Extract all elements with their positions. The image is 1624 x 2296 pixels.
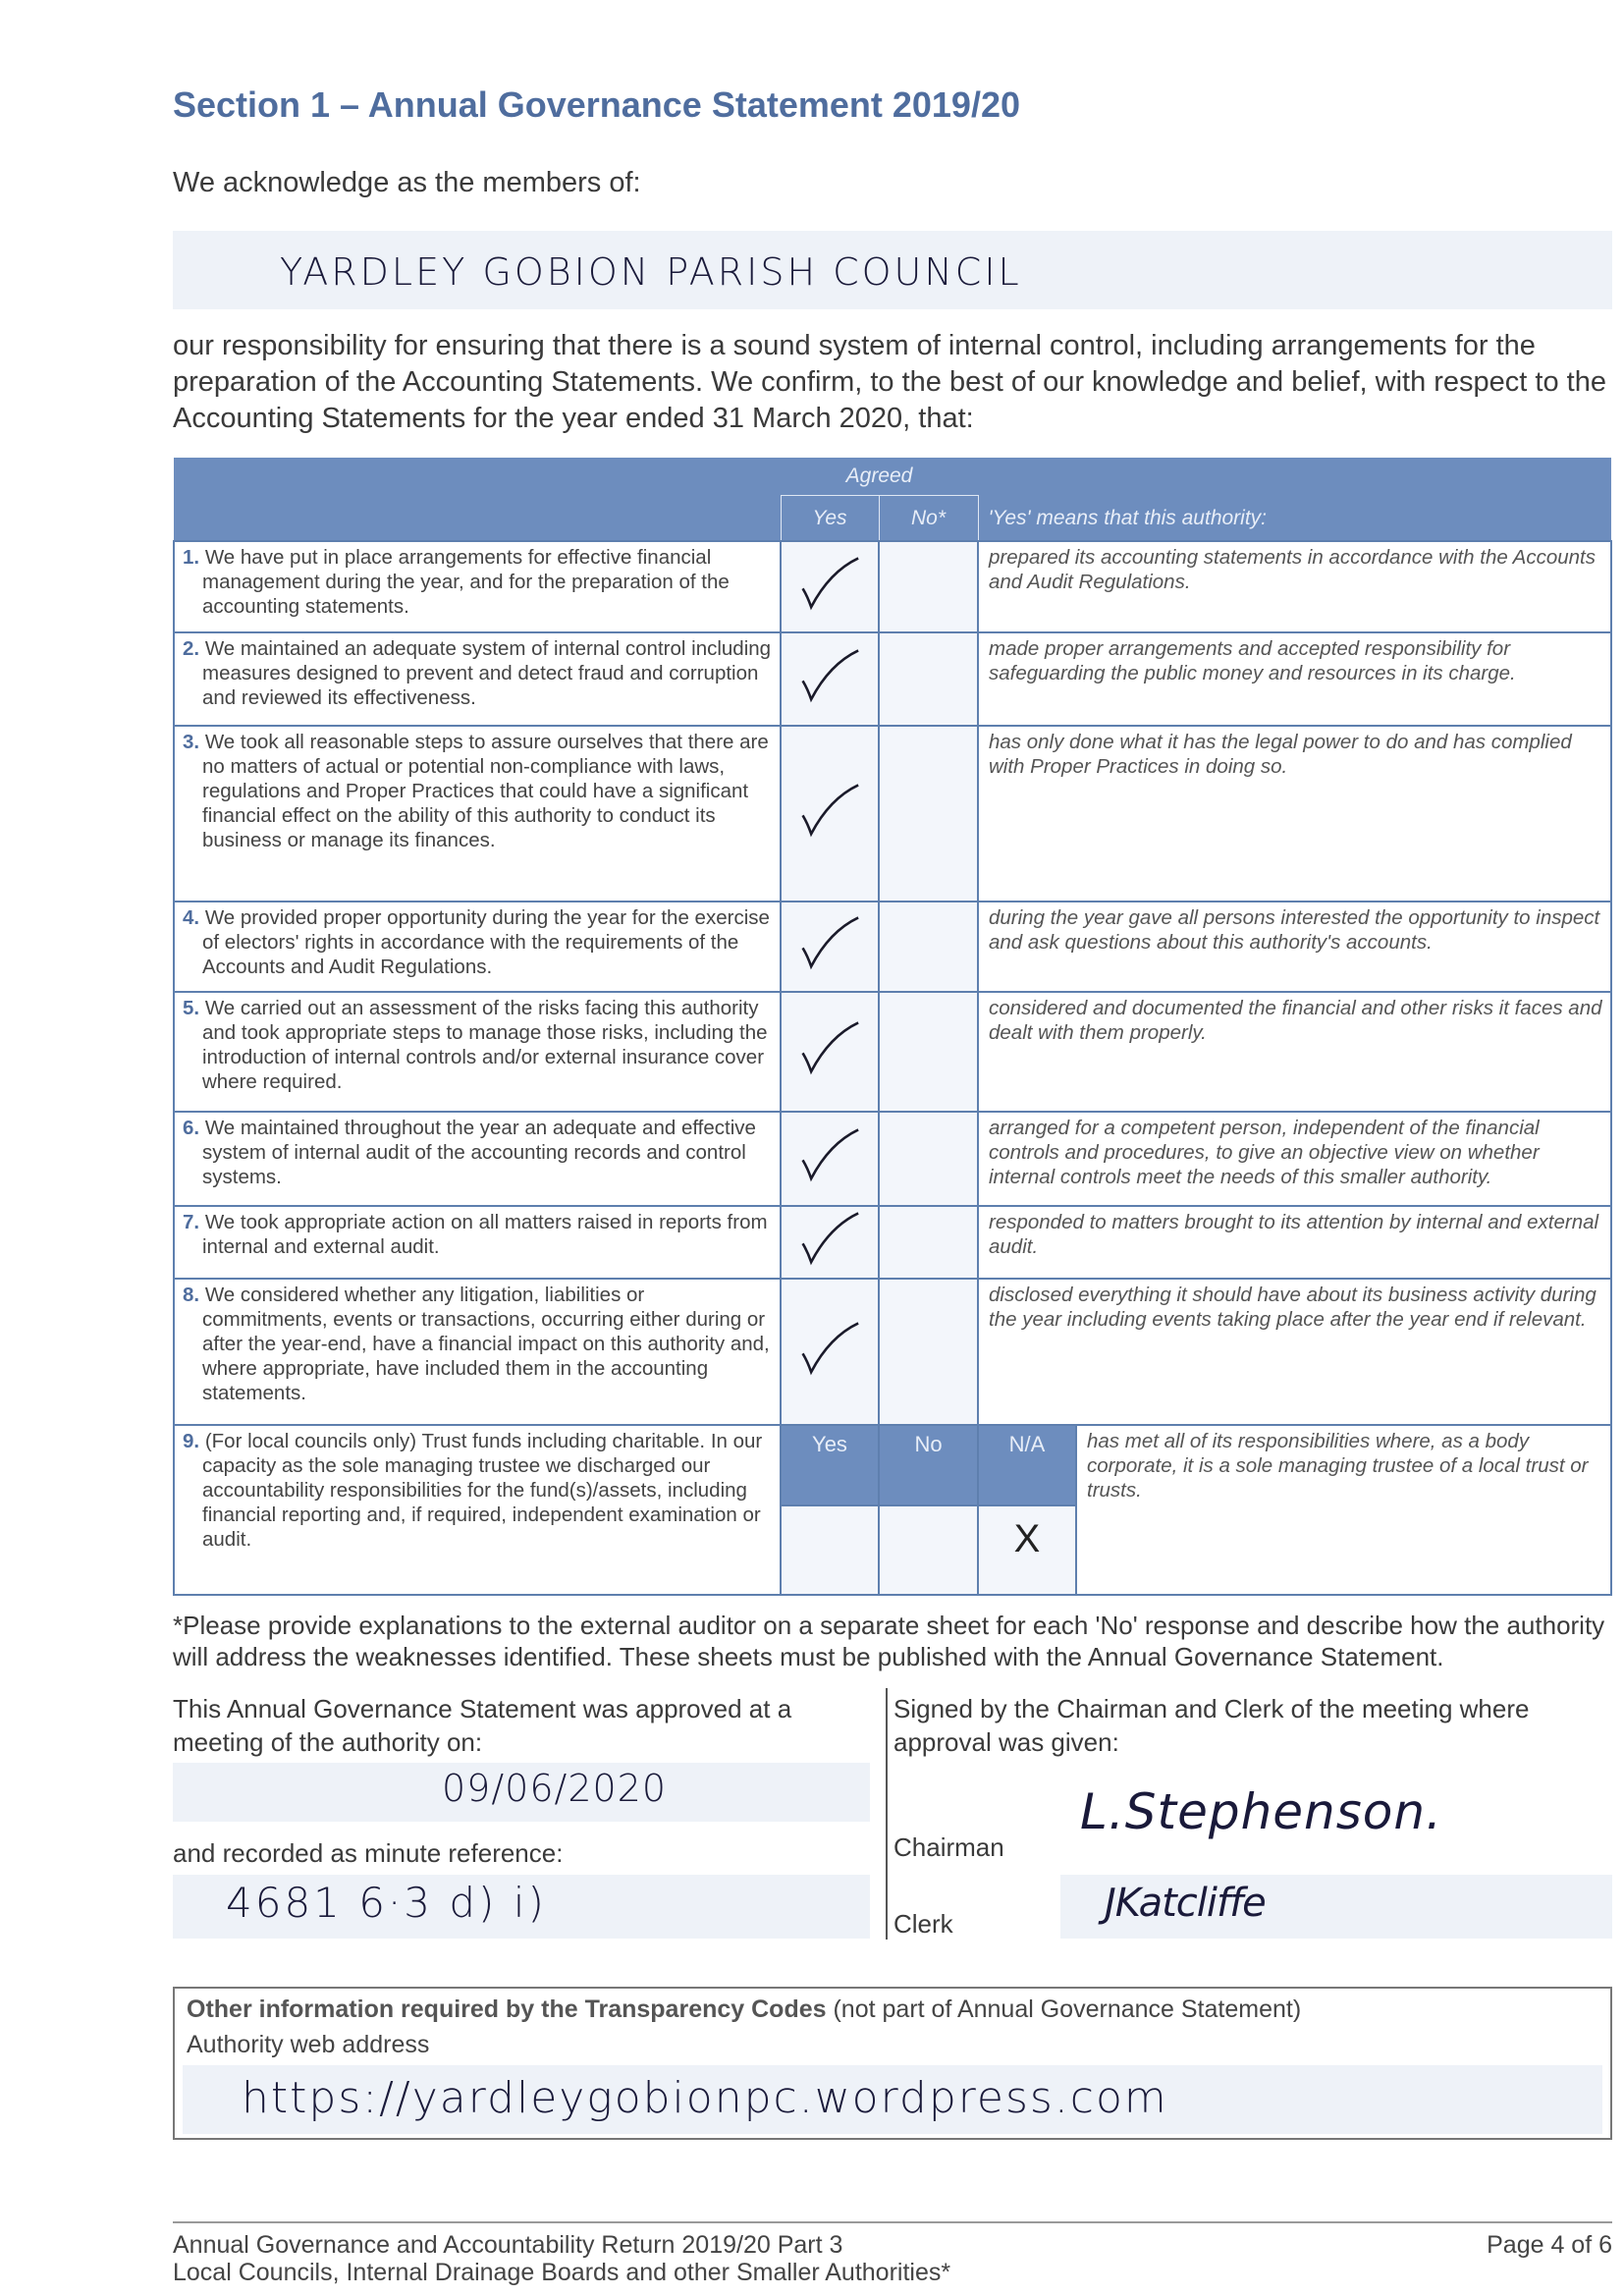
statement-text: We took appropriate action on all matters raised in reports from internal and external audit.: [202, 1211, 768, 1258]
no-checkbox[interactable]: [879, 1112, 978, 1206]
transparency-note: (not part of Annual Governance Statement): [833, 1995, 1302, 2023]
checkmark-icon: [790, 1126, 869, 1185]
table-row: 6. We maintained throughout the year an adequate and effective system of internal audit of the accounting records and control systems. arranged for a competent person, independent of the financial controls and procedures, to give an objective view on whether internal controls meet the needs of this smaller authority.: [174, 1112, 1611, 1206]
footer-line1: Annual Governance and Accountability Return 2019/20 Part 3: [173, 2231, 843, 2259]
page-title: Section 1 – Annual Governance Statement 2019/20: [173, 84, 1020, 125]
row9-description: has met all of its responsibilities where, as a body corporate, it is a sole managing trustee of a local trust or trusts.: [1076, 1425, 1611, 1595]
no-checkbox[interactable]: [879, 992, 978, 1112]
page-number: Page 4 of 6: [1487, 2231, 1612, 2259]
row-description: during the year gave all persons interested the opportunity to inspect and ask questions about this authority's accounts.: [978, 902, 1611, 992]
row-description: has only done what it has the legal power to do and has complied with Proper Practices in doing so.: [978, 726, 1611, 902]
yes-checkbox[interactable]: [781, 1206, 879, 1279]
no-header: No*: [879, 495, 978, 541]
footer-line2: Local Councils, Internal Drainage Boards and other Smaller Authorities*: [173, 2259, 951, 2286]
checkmark-icon: [790, 555, 869, 614]
checkmark-icon: [790, 1320, 869, 1379]
statement-text: (For local councils only) Trust funds including charitable. In our capacity as the sole managing trustee we discharged our accountability responsibilities for the fund(s)/assets, including financial reporting and, if required, independent examination or audit.: [202, 1430, 763, 1551]
checkmark-icon: [790, 914, 869, 973]
table-row-9: 9. (For local councils only) Trust funds including charitable. In our capacity as the sole managing trustee we discharged our accountability responsibilities for the fund(s)/assets, including financial reporting and, if required, independent examination or audit. Yes No N/A has met all of its responsibilities where, as a body corporate, it is a sole managing trustee of a local trust or trusts.: [174, 1425, 1611, 1505]
statement-text: We took all reasonable steps to assure ourselves that there are no matters of actual or potential non-compliance with laws, regulations and Proper Practices that could have a significant financial effect on the ability of this authority to conduct its business or manage its finances.: [202, 731, 769, 851]
statement-text: We carried out an assessment of the risks facing this authority and took appropriate steps to manage those risks, including the introduction of internal controls and/or external insurance cover where required.: [202, 997, 768, 1093]
row-description: considered and documented the financial and other risks it faces and dealt with them properly.: [978, 992, 1611, 1112]
yes-header: Yes: [781, 495, 879, 541]
row9-yes-header: Yes: [781, 1425, 879, 1505]
no-checkbox[interactable]: [879, 1279, 978, 1425]
row-description: disclosed everything it should have about its business activity during the year including events taking place after the year end if relevant.: [978, 1279, 1611, 1425]
checkmark-icon: [790, 1019, 869, 1078]
signed-text: Signed by the Chairman and Clerk of the meeting where approval was given:: [893, 1694, 1530, 1757]
row-description: made proper arrangements and accepted responsibility for safeguarding the public money and resources in its charge.: [978, 632, 1611, 726]
row9-no-cell[interactable]: [879, 1505, 978, 1595]
yes-checkbox[interactable]: [781, 1279, 879, 1425]
web-address-label: Authority web address: [187, 2031, 430, 2058]
row9-na-cell[interactable]: X: [978, 1505, 1076, 1595]
table-row: 1. We have put in place arrangements for effective financial management during the year, and for the preparation of the accounting statements. prepared its accounting statements in accordance with the Accounts and Audit Regulations.: [174, 541, 1611, 632]
checkmark-icon: [790, 782, 869, 841]
governance-table: [173, 458, 1612, 1596]
table-row: 7. We took appropriate action on all matters raised in reports from internal and external audit. responded to matters brought to its attention by internal and external audit.: [174, 1206, 1611, 1279]
agreed-header: Agreed: [781, 458, 978, 495]
checkmark-icon: [790, 647, 869, 706]
no-checkbox[interactable]: [879, 1206, 978, 1279]
web-address: https://yardleygobionpc.wordpress.com: [242, 2073, 1168, 2123]
no-checkbox[interactable]: [879, 541, 978, 632]
minute-reference: 4681 6·3 d) i): [226, 1879, 547, 1927]
yes-checkbox[interactable]: [781, 726, 879, 902]
row-description: arranged for a competent person, independent of the financial controls and procedures, to give an objective view on whether internal controls meet the needs of this smaller authority.: [978, 1112, 1611, 1206]
footnote: *Please provide explanations to the external auditor on a separate sheet for each 'No' response and describe how the authority will address the weaknesses identified. These sheets must be published with the Annual Governance Statement.: [173, 1611, 1605, 1671]
chairman-signature: L.Stephenson.: [1080, 1783, 1442, 1840]
statement-text: We maintained throughout the year an adequate and effective system of internal audit of the accounting records and control systems.: [202, 1117, 756, 1188]
statement-text: We considered whether any litigation, liabilities or commitments, events or transactions, occurring either during or after the year-end, have a financial impact on this authority and, where appropriate, have included them in the accounting statements.: [202, 1284, 770, 1404]
table-row: 5. We carried out an assessment of the risks facing this authority and took appropriate steps to manage those risks, including the introduction of internal controls and/or external insurance cover where required. considered and documented the financial and other risks it faces and dealt with them properly.: [174, 992, 1611, 1112]
statement-text: We provided proper opportunity during the year for the exercise of electors' rights in accordance with the requirements of the Accounts and Audit Regulations.: [202, 906, 770, 978]
no-checkbox[interactable]: [879, 902, 978, 992]
means-header: 'Yes' means that this authority:: [978, 495, 1611, 541]
no-checkbox[interactable]: [879, 632, 978, 726]
minute-label: and recorded as minute reference:: [173, 1838, 564, 1868]
table-row: 4. We provided proper opportunity during the year for the exercise of electors' rights in accordance with the requirements of the Accounts and Audit Regulations. during the year gave all persons interested the opportunity to inspect and ask questions about this authority's accounts.: [174, 902, 1611, 992]
approval-date: 09/06/2020: [442, 1767, 668, 1810]
authority-name: YARDLEY GOBION PARISH COUNCIL: [280, 250, 1022, 294]
table-row: 3. We took all reasonable steps to assure ourselves that there are no matters of actual or potential non-compliance with laws, regulations and Proper Practices that could have a significant financial effect on the ability of this authority to conduct its business or manage its finances. has only done what it has the legal power to do and has complied with Proper Practices in doing so.: [174, 726, 1611, 902]
row-description: responded to matters brought to its attention by internal and external audit.: [978, 1206, 1611, 1279]
transparency-heading: Other information required by the Transparency Codes: [187, 1995, 827, 2023]
clerk-signature: JKatcliffe: [1105, 1881, 1266, 1926]
yes-checkbox[interactable]: [781, 992, 879, 1112]
divider: [886, 1688, 888, 1940]
transparency-box: [173, 1987, 1612, 2140]
yes-checkbox[interactable]: [781, 1112, 879, 1206]
yes-checkbox[interactable]: [781, 632, 879, 726]
checkmark-icon: [790, 1210, 869, 1269]
table-row: 2. We maintained an adequate system of internal control including measures designed to prevent and detect fraud and corruption and reviewed its effectiveness. made proper arrangements and accepted responsibility for safeguarding the public money and resources in its charge.: [174, 632, 1611, 726]
yes-checkbox[interactable]: [781, 541, 879, 632]
chairman-label: Chairman: [893, 1832, 1004, 1862]
clerk-label: Clerk: [893, 1909, 953, 1939]
row9-na-header: N/A: [978, 1425, 1076, 1505]
responsibility-text: our responsibility for ensuring that there is a sound system of internal control, including arrangements for the preparation of the Accounting Statements. We confirm, to the best of our knowledge and belief, with respect to the Accounting Statements for the year ended 31 March 2020, that:: [173, 330, 1606, 434]
statement-text: We maintained an adequate system of internal control including measures designed to prevent and detect fraud and corruption and reviewed its effectiveness.: [202, 637, 772, 709]
approval-text: This Annual Governance Statement was approved at a meeting of the authority on:: [173, 1694, 792, 1757]
row9-no-header: No: [879, 1425, 978, 1505]
no-checkbox[interactable]: [879, 726, 978, 902]
table-row: 8. We considered whether any litigation, liabilities or commitments, events or transactions, occurring either during or after the year-end, have a financial impact on this authority and, where appropriate, have included them in the accounting statements. disclosed everything it should have about its business activity during the year including events taking place after the year end if relevant.: [174, 1279, 1611, 1425]
yes-checkbox[interactable]: [781, 902, 879, 992]
row9-yes-cell[interactable]: [781, 1505, 879, 1595]
intro-text: We acknowledge as the members of:: [173, 167, 641, 198]
approval-section: [0, 1692, 1624, 2144]
row-description: prepared its accounting statements in accordance with the Accounts and Audit Regulations.: [978, 541, 1611, 632]
statement-text: We have put in place arrangements for effective financial management during the year, and for the preparation of the accounting statements.: [202, 546, 730, 618]
